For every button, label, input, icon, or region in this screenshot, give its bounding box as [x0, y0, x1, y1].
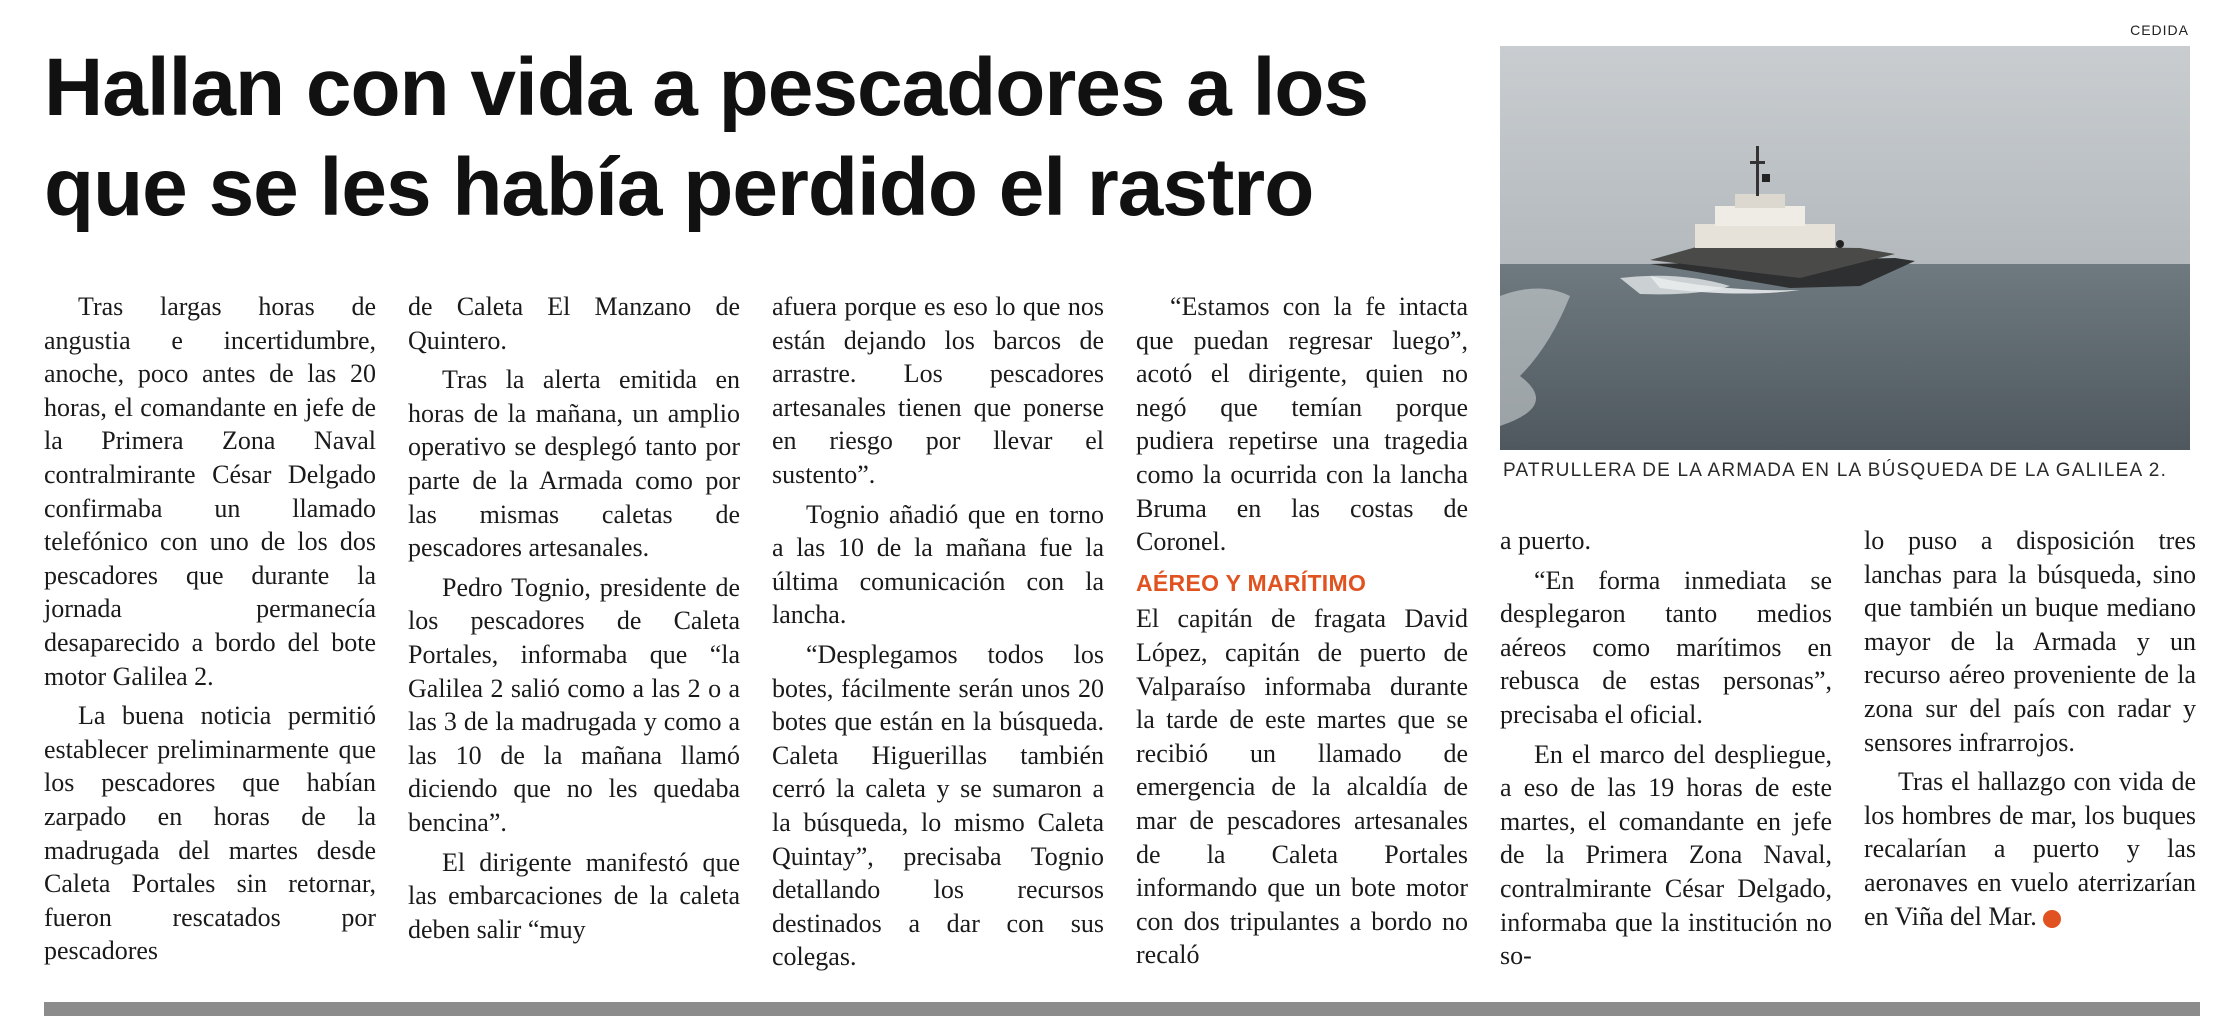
article-column-3 [772, 290, 1104, 974]
paragraph: Pedro Tognio, presidente de los pescadores de Caleta Portales, informaba que “la Galilea 2 salió como a las 2 o a las 3 de la madrugada y como a las 10 de la mañana llamó diciendo que no les quedaba bencina”. [408, 572, 740, 837]
patrol-boat-photo [1500, 46, 2190, 450]
page-bottom-rule [44, 1002, 2200, 1016]
paragraph: “Desplegamos todos los botes, fácilmente serán unos 20 botes que están en la búsqueda. Caleta Higuerillas también cerró la caleta y se sumaron a la búsqueda, lo mismo Caleta Quintay”, precisaba Tognio detallando los recursos destinados a dar con sus colegas. [772, 639, 1104, 972]
paragraph: afuera porque es eso lo que nos están dejando los barcos de arrastre. Los pescadores artesanales tienen que ponerse en riesgo por llevar el sustento”. [772, 292, 1104, 489]
paragraph: El capitán de fragata David López, capitán de puerto de Valparaíso informaba durante la tarde de este martes que se recibió un llamado de emergencia de la alcaldía de mar de pescadores artesanales de la Caleta Portales informando que un bote motor con dos tripulantes a bordo no recaló [1136, 604, 1468, 970]
article-column-2 [408, 290, 740, 946]
paragraph: lo puso a disposición tres lanchas para la búsqueda, sino que también un buque mediano mayor de la Armada y un recurso aéreo proveniente de la zona sur del país con radar y sensores infrarrojos. [1864, 526, 2196, 757]
article-column-4 [1136, 290, 1468, 972]
paragraph: “Estamos con la fe intacta que puedan regresar luego”, acotó el dirigente, quien no negó que temían porque pudiera repetirse una tragedia como la ocurrida con la lancha Bruma en las costas de Coronel. [1136, 292, 1468, 557]
paragraph: El dirigente manifestó que las embarcaciones de la caleta deben salir “muy [408, 847, 740, 944]
photo-credit: CEDIDA [2130, 22, 2189, 38]
paragraph [1864, 765, 2196, 933]
paragraph: Tras la alerta emitida en horas de la mañana, un amplio operativo se desplegó tanto por parte de la Armada como por las mismas caletas de pescadores artesanales. [408, 365, 740, 563]
paragraph: Tognio añadió que en torno a las 10 de la mañana fue la última comunicación con la lancha. [772, 499, 1104, 630]
patrol-boat-image [1500, 46, 2190, 450]
paragraph: La buena noticia permitió establecer preliminarmente que los pescadores que habían zarpado en horas de la madrugada del martes desde Caleta Portales sin retornar, fueron rescatados por pescadores [44, 701, 376, 966]
paragraph: Tras largas horas de angustia e incertidumbre, anoche, poco antes de las 20 horas, el comandante en jefe de la Primera Zona Naval contralmirante César Delgado confirmaba un llamado telefónico con uno de los dos pescadores que durante la jornada permanecía desaparecido a bordo del bote motor Galilea 2. [44, 292, 376, 691]
paragraph: de Caleta El Manzano de Quintero. [408, 292, 740, 355]
headline: Hallan con vida a pescadores a los que se les había perdido el rastro [44, 42, 1369, 233]
paragraph: En el marco del despliegue, a eso de las 19 horas de este martes, el comandante en jefe de la Primera Zona Naval, contralmirante César Delgado, informaba que la institución no so- [1500, 739, 1832, 971]
end-of-article-icon: ✪ [2043, 910, 2061, 928]
article-column-5 [1500, 524, 1832, 973]
paragraph: “En forma inmediata se desplegaron tanto medios aéreos como marítimos en rebusca de estas personas”, precisaba el oficial. [1500, 565, 1832, 729]
article-column-1 [44, 290, 376, 968]
closing-paragraph-text: Tras el hallazgo con vida de los hombres de mar, los buques recalarían a puerto y las aeronaves en vuelo aterrizarían en Viña del Mar. [1864, 767, 2196, 931]
paragraph: a puerto. [1500, 526, 1591, 555]
section-heading: AÉREO Y MARÍTIMO [1136, 569, 1367, 596]
photo-caption: PATRULLERA DE LA ARMADA EN LA BÚSQUEDA DE LA GALILEA 2. [1503, 460, 2168, 481]
article-column-6 [1864, 524, 2196, 933]
